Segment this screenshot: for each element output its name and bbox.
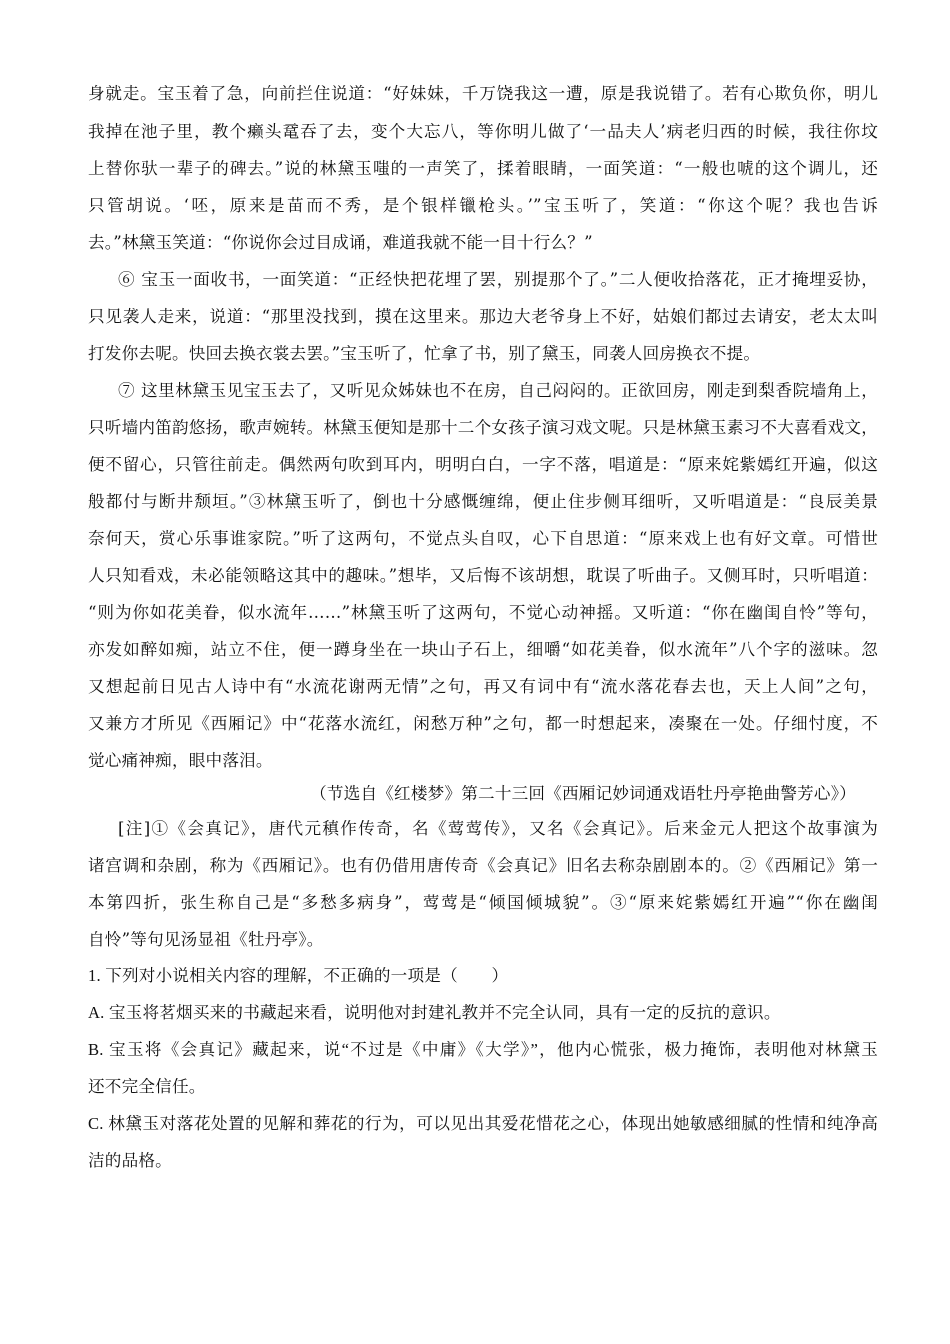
passage-line: 我掉在池子里，教个癞头鼋吞了去，变个大忘八，等你明儿做了‘一品夫人’病老归西的时候，我往你坟 (88, 122, 878, 141)
passage-line: “则为你如花美眷，似水流年……”林黛玉听了这两句，不觉心动神摇。又听道：“你在幽闺自怜”等句， (88, 603, 878, 622)
passage-line: 打发你去呢。快回去换衣裳去罢。”宝玉听了，忙拿了书，别了黛玉，同袭人回房换衣不提。 (88, 344, 761, 363)
passage-line: 上替你驮一辈子的碑去。”说的林黛玉嗤的一声笑了，揉着眼睛，一面笑道：“一般也唬的这个调儿，还 (88, 159, 878, 178)
question-stem: 1. 下列对小说相关内容的理解，不正确的一项是（ ） (88, 966, 509, 985)
note-line: [注]①《会真记》，唐代元稹作传奇，名《莺莺传》，又名《会真记》。后来金元人把这个故事演为 (118, 819, 878, 838)
passage-line: 奈何天，赏心乐事谁家院。”听了这两句，不觉点头自叹，心下自思道：“原来戏上也有好文章。可惜世 (88, 529, 878, 548)
option-c: C. 林黛玉对落花处置的见解和葬花的行为，可以见出其爱花惜花之心，体现出她敏感细腻的性情和纯净高 (88, 1114, 878, 1133)
option-c-continued: 洁的品格。 (88, 1151, 172, 1170)
note-line: 自怜”等句见汤显祖《牡丹亭》。 (88, 930, 324, 949)
note-line: 诸宫调和杂剧，称为《西厢记》。也有仍借用唐传奇《会真记》旧名去称杂剧剧本的。②《西厢记》第一 (88, 856, 878, 875)
passage-line: 去。”林黛玉笑道：“你说你会过目成诵，难道我就不能一目十行么？” (88, 233, 593, 252)
passage-line: 便不留心，只管往前走。偶然两句吹到耳内，明明白白，一字不落，唱道是：“原来姹紫嫣红开遍，似这 (88, 455, 878, 474)
note-line: 本第四折，张生称自己是“多愁多病身”，莺莺是“倾国倾城貌”。③“原来姹紫嫣红开遍”“你在幽闺 (88, 893, 878, 912)
option-b: B. 宝玉将《会真记》藏起来，说“不过是《中庸》《大学》”，他内心慌张，极力掩饰，表明他对林黛玉 (88, 1040, 878, 1059)
passage-line: 人只知看戏，未必能领略这其中的趣味。”想毕，又后悔不该胡想，耽误了听曲子。又侧耳时，只听唱道： (88, 566, 878, 585)
passage-line: 般都付与断井颓垣。”③林黛玉听了，倒也十分感慨缠绵，便止住步侧耳细听，又听唱道是：“良辰美景 (88, 492, 878, 511)
passage-line: 只听墙内笛韵悠扬，歌声婉转。林黛玉便知是那十二个女孩子演习戏文呢。只是林黛玉素习不大喜看戏文， (88, 418, 878, 437)
passage-line: 身就走。宝玉着了急，向前拦住说道：“好妹妹，千万饶我这一遭，原是我说错了。若有心欺负你，明儿 (88, 84, 878, 103)
option-b-continued: 还不完全信任。 (88, 1077, 206, 1096)
source-citation: （节选自《红楼梦》第二十三回《西厢记妙词通戏语牡丹亭艳曲警芳心》） (310, 784, 856, 803)
passage-line: ⑦ 这里林黛玉见宝玉去了，又听见众姊妹也不在房，自己闷闷的。正欲回房，刚走到梨香院墙角上， (118, 381, 878, 400)
passage-line: 只见袭人走来，说道：“那里没找到，摸在这里来。那边大老爷身上不好，姑娘们都过去请安，老太太叫 (88, 307, 878, 326)
passage-line: 又兼方才所见《西厢记》中“花落水流红，闲愁万种”之句，都一时想起来，凑聚在一处。仔细忖度，不 (88, 714, 878, 733)
passage-line: 又想起前日见古人诗中有“水流花谢两无情”之句，再又有词中有“流水落花春去也，天上人间”之句， (88, 677, 878, 696)
passage-line: ⑥ 宝玉一面收书，一面笑道：“正经快把花埋了罢，别提那个了。”二人便收拾落花，正才掩埋妥协， (118, 270, 878, 289)
passage-line: 只管胡说。‘呸，原来是苗而不秀，是个银样镴枪头。’”宝玉听了，笑道：“你这个呢？我也告诉 (88, 196, 878, 215)
option-a: A. 宝玉将茗烟买来的书藏起来看，说明他对封建礼教并不完全认同，具有一定的反抗的意识。 (88, 1003, 781, 1022)
passage-line: 亦发如醉如痴，站立不住，便一蹲身坐在一块山子石上，细嚼“如花美眷，似水流年”八个字的滋味。忽 (88, 640, 878, 659)
passage-line: 觉心痛神痴，眼中落泪。 (88, 751, 273, 770)
